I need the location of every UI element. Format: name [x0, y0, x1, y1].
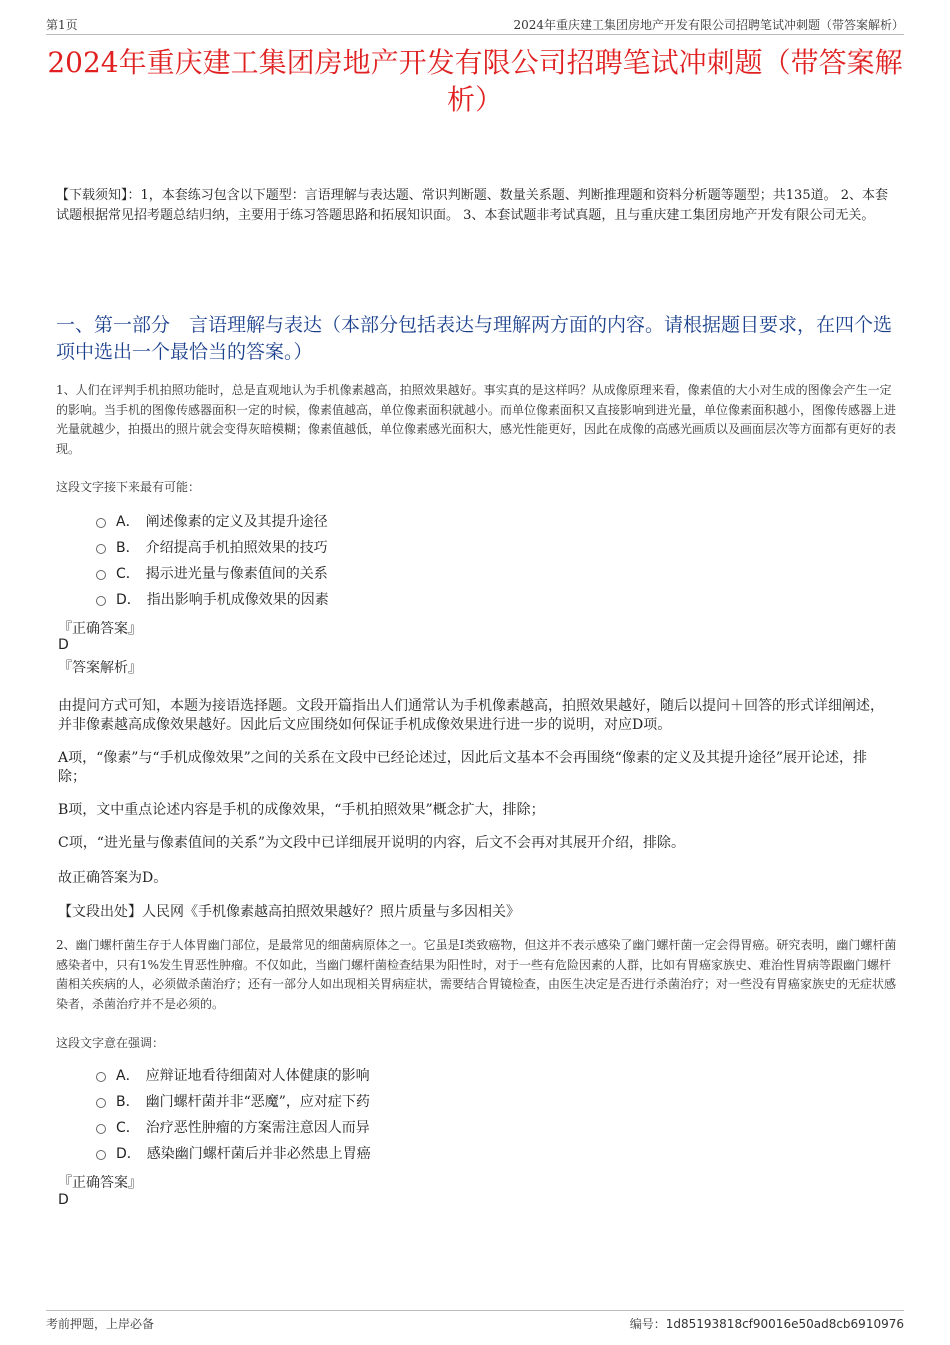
q1-source: 【文段出处】人民网《手机像素越高拍照效果越好？照片质量与多因相关》 — [58, 904, 520, 920]
section-heading: 一、第一部分 言语理解与表达（本部分包括表达与理解两方面的内容。请根据题目要求，在四个选项中选出一个最恰当的答案。） — [56, 314, 893, 363]
q1-analysis-para: C项，“进光量与像素值间的关系”为文段中已详细展开说明的内容，后文不会再对其展开介绍，排除。 — [58, 835, 686, 851]
header-doc-title: 2024年重庆建工集团房地产开发有限公司招聘笔试冲刺题（带答案解析） — [513, 18, 904, 32]
radio-icon[interactable] — [96, 1098, 106, 1108]
q2-option-d[interactable]: D． 感染幽门螺杆菌后并非必然患上胃癌 — [96, 1140, 371, 1166]
radio-icon[interactable] — [96, 570, 106, 580]
radio-icon[interactable] — [96, 544, 106, 554]
q1-analysis-para: 由提问方式可知，本题为接语选择题。文段开篇指出人们通常认为手机像素越高，拍照效果越好，随后以提问＋回答的形式详细阐述，并非像素越高成像效果越好。因此后文应围绕如何保证手机成像效果进行进一步的说明，对应D项。 — [58, 698, 884, 733]
q2-option-c[interactable]: C． 治疗恶性肿瘤的方案需注意因人而异 — [96, 1114, 371, 1140]
q1-analysis-label: 『答案解析』 — [58, 660, 142, 676]
q1-answer: D — [58, 637, 69, 653]
q2-answer-label: 『正确答案』 — [58, 1175, 142, 1191]
footer-code: 编号：1d85193818cf90016e50ad8cb6910976 — [629, 1317, 904, 1331]
page-number: 第1页 — [46, 18, 78, 32]
q1-option-b[interactable]: B． 介绍提高手机拍照效果的技巧 — [96, 534, 329, 560]
q2-answer: D — [58, 1192, 69, 1208]
q1-answer-label: 『正确答案』 — [58, 621, 142, 637]
question-2-options — [96, 1062, 371, 1166]
q1-option-d[interactable]: D． 指出影响手机成像效果的因素 — [96, 586, 329, 612]
radio-icon[interactable] — [96, 1150, 106, 1160]
q2-option-b[interactable]: B． 幽门螺杆菌并非“恶魔”，应对症下药 — [96, 1088, 371, 1114]
question-1-prompt: 这段文字接下来最有可能： — [56, 480, 201, 494]
radio-icon[interactable] — [96, 1124, 106, 1134]
question-2-prompt: 这段文字意在强调： — [56, 1036, 165, 1050]
q1-option-a[interactable]: A． 阐述像素的定义及其提升途径 — [96, 508, 329, 534]
question-1-options — [96, 508, 329, 612]
page-header — [46, 14, 904, 35]
radio-icon[interactable] — [96, 596, 106, 606]
document-title: 2024年重庆建工集团房地产开发有限公司招聘笔试冲刺题（带答案解析） — [47, 46, 903, 116]
q1-option-c[interactable]: C． 揭示进光量与像素值间的关系 — [96, 560, 329, 586]
radio-icon[interactable] — [96, 518, 106, 528]
footer-slogan: 考前押题，上岸必备 — [46, 1317, 155, 1331]
q1-analysis-para: A项，“像素”与“手机成像效果”之间的关系在文段中已经论述过，因此后文基本不会再围绕“像素的定义及其提升途径”展开论述，排除； — [58, 750, 868, 785]
q2-option-a[interactable]: A． 应辩证地看待细菌对人体健康的影响 — [96, 1062, 371, 1088]
page-footer — [46, 1310, 904, 1331]
q1-analysis-para: B项，文中重点论述内容是手机的成像效果，“手机拍照效果”概念扩大，排除； — [58, 802, 545, 818]
radio-icon[interactable] — [96, 1072, 106, 1082]
download-notice: 【下载须知】：1，本套练习包含以下题型：言语理解与表达题、常识判断题、数量关系题、判断推理题和资料分析题等题型；共135道。 2、本套试题根据常见招考题总结归纳，主要用于练习答题思路和拓展知识面。 3、本套试题非考试真题，且与重庆建工集团房地产开发有限公司无关。 — [56, 188, 888, 223]
q1-analysis-para: 故正确答案为D。 — [58, 870, 168, 886]
question-1-text: 1、人们在评判手机拍照功能时，总是直观地认为手机像素越高，拍照效果越好。事实真的是这样吗？从成像原理来看，像素值的大小对生成的图像会产生一定的影响。当手机的图像传感器面积一定的时候，像素值越高，单位像素面积就越小。而单位像素面积又直接影响到进光量，单位像素面积越小，图像传感器上进光量就越少，拍摄出的照片就会变得灰暗模糊；像素值越低，单位像素感光面积大，感光性能更好，因此在成像的高感光画质以及画面层次等方面都有更好的表现。 — [56, 383, 897, 456]
question-2-text: 2、幽门螺杆菌生存于人体胃幽门部位，是最常见的细菌病原体之一。它虽是I类致癌物，但这并不表示感染了幽门螺杆菌一定会得胃癌。研究表明，幽门螺杆菌感染者中，只有1%发生胃恶性肿瘤。不仅如此，当幽门螺杆菌检查结果为阳性时，对于一些有危险因素的人群，比如有胃癌家族史、难治性胃病等跟幽门螺杆菌相关疾病的人，必须做杀菌治疗；还有一部分人如出现相关胃病症状，需要结合胃镜检查，由医生决定是否进行杀菌治疗；对一些没有胃癌家族史的无症状感染者，杀菌治疗并不是必须的。 — [56, 938, 897, 1011]
